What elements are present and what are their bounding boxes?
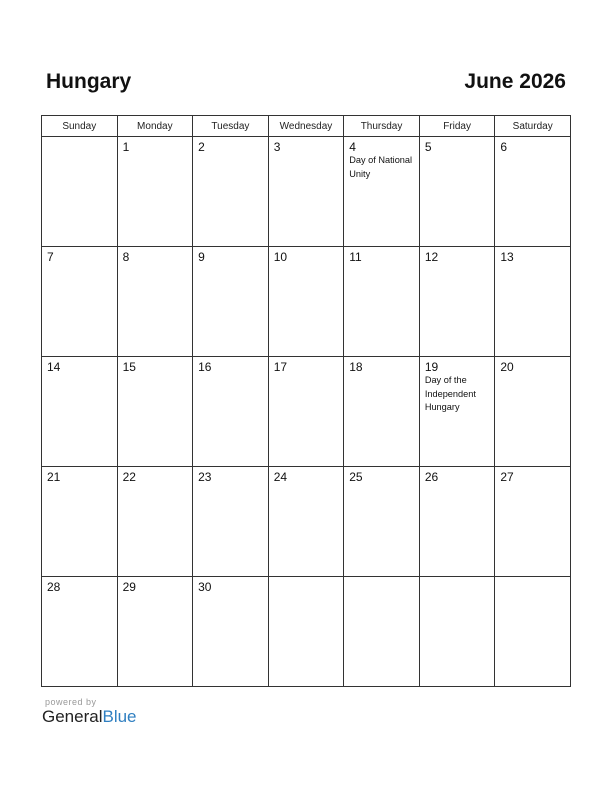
calendar-day-cell: [495, 357, 571, 467]
weekday-saturday: Saturday: [495, 116, 571, 137]
day-number: 15: [122, 360, 136, 374]
calendar-day-cell: [268, 247, 344, 357]
calendar-day-cell: [495, 247, 571, 357]
calendar-day-cell: [495, 137, 571, 247]
day-number: 22: [122, 470, 136, 484]
day-number: 11: [349, 250, 362, 264]
month-year-title: June 2026: [464, 70, 566, 93]
calendar-week-row: [42, 467, 571, 577]
calendar-week-row: [42, 137, 571, 247]
weekday-tuesday: Tuesday: [193, 116, 269, 137]
brand-general: General: [42, 707, 103, 726]
calendar-day-cell: [344, 467, 420, 577]
day-number: 6: [500, 140, 508, 154]
weekday-wednesday: Wednesday: [268, 116, 344, 137]
day-number: 28: [47, 580, 61, 594]
day-number: 12: [424, 250, 439, 264]
weekday-thursday: Thursday: [344, 116, 420, 137]
calendar-day-cell: [268, 137, 344, 247]
calendar-day-cell: [344, 247, 420, 357]
day-number: 27: [500, 470, 514, 484]
brand-name: [42, 707, 137, 726]
calendar-week-row: [42, 247, 571, 357]
calendar-week-row: [42, 577, 571, 687]
powered-by-text: powered by: [45, 697, 97, 707]
day-number: 3: [273, 140, 281, 154]
holiday-label: Day of the Independent Hungary: [424, 375, 476, 412]
calendar-day-cell: [268, 577, 344, 687]
calendar-day-cell: [495, 577, 571, 687]
day-number: 10: [273, 250, 288, 264]
calendar-day-cell: [193, 247, 269, 357]
calendar-day-cell: [344, 137, 420, 247]
day-number: 21: [47, 470, 61, 484]
calendar-day-cell: [419, 467, 495, 577]
day-number: 20: [500, 360, 514, 374]
weekday-header-row: [42, 116, 571, 137]
day-number: 13: [500, 250, 514, 264]
calendar-day-cell: [42, 467, 118, 577]
day-number: 17: [273, 360, 288, 374]
day-number: 1: [122, 140, 130, 154]
calendar-day-cell: [193, 577, 269, 687]
holiday-label: Day of National Unity: [349, 155, 413, 179]
calendar-week-row: [42, 357, 571, 467]
day-number: 24: [273, 470, 288, 484]
day-number: 4: [349, 140, 356, 154]
calendar-day-cell: [42, 577, 118, 687]
weekday-friday: Friday: [419, 116, 495, 137]
country-title: Hungary: [46, 70, 132, 93]
calendar-day-cell: [495, 467, 571, 577]
day-number: 16: [198, 360, 212, 374]
calendar-day-cell: [419, 577, 495, 687]
day-number: 5: [424, 140, 432, 154]
day-number: 23: [198, 470, 212, 484]
calendar-day-cell: [344, 357, 420, 467]
calendar-day-cell: [419, 137, 495, 247]
calendar-day-cell: [344, 577, 420, 687]
day-number: 30: [198, 580, 212, 594]
day-number: 25: [349, 470, 363, 484]
generalblue-logo: [42, 697, 137, 727]
calendar-day-cell: [117, 577, 193, 687]
calendar-day-cell: [117, 137, 193, 247]
day-number: 29: [122, 580, 136, 594]
day-number: 26: [424, 470, 439, 484]
day-number: 8: [122, 250, 130, 264]
calendar-day-cell: [193, 357, 269, 467]
calendar-header: [46, 70, 566, 100]
calendar-day-cell: [268, 467, 344, 577]
day-number: 18: [349, 360, 363, 374]
calendar-day-cell: [117, 247, 193, 357]
calendar-day-cell: [268, 357, 344, 467]
calendar-day-cell: [117, 467, 193, 577]
day-number: 2: [198, 140, 205, 154]
weekday-sunday: Sunday: [42, 116, 118, 137]
calendar-day-cell: [193, 137, 269, 247]
calendar-grid: [41, 115, 571, 687]
calendar-day-cell: [42, 247, 118, 357]
day-number: 7: [47, 250, 54, 264]
calendar-day-cell: [42, 357, 118, 467]
day-number: 9: [198, 250, 205, 264]
day-number: 19: [424, 360, 439, 374]
brand-blue: Blue: [102, 707, 137, 726]
weekday-monday: Monday: [117, 116, 193, 137]
calendar-day-cell: [117, 357, 193, 467]
day-number: 14: [47, 360, 61, 374]
calendar-day-cell: [42, 137, 118, 247]
calendar-day-cell: [193, 467, 269, 577]
calendar-day-cell: [419, 247, 495, 357]
calendar-day-cell: [419, 357, 495, 467]
